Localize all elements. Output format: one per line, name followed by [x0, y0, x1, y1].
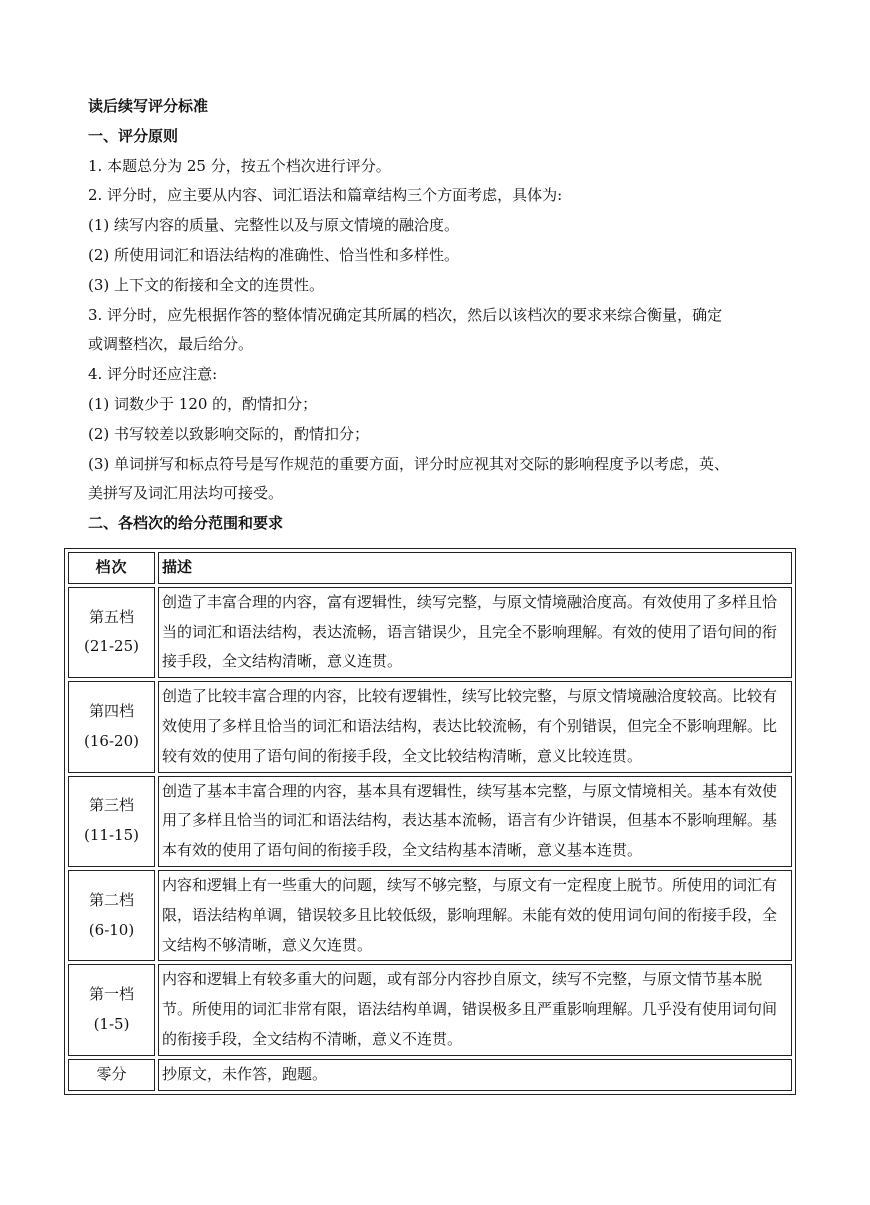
level-range: (1-5) — [93, 1015, 130, 1034]
paragraph-line: 4. 评分时还应注意: — [88, 365, 218, 384]
paragraph-line: 2. 评分时，应主要从内容、词汇语法和篇章结构三个方面考虑，具体为: — [88, 186, 563, 205]
level-cell — [68, 776, 155, 867]
level-name: 第五档 — [88, 607, 134, 626]
level-range: (21-25) — [84, 637, 139, 656]
table-row — [68, 870, 792, 961]
level-cell — [68, 870, 155, 961]
section-heading-levels: 二、各档次的给分范围和要求 — [88, 514, 284, 533]
level-description: 内容和逻辑上有一些重大的问题，续写不够完整，与原文有一定程度上脱节。所使用的词汇有限，语法结构单调，错误较多且比较低级，影响理解。未能有效的使用词句间的衔接手段，全文结构不够清晰，意义欠连贯。 — [158, 870, 792, 961]
table-row — [68, 587, 792, 678]
level-description: 抄原文，未作答，跑题。 — [158, 1059, 792, 1091]
header-description: 描述 — [158, 552, 792, 584]
document-body — [88, 92, 798, 539]
table-row — [68, 964, 792, 1055]
paragraph-line: (3) 上下文的衔接和全文的连贯性。 — [88, 275, 325, 294]
level-range: (16-20) — [84, 731, 139, 750]
section-heading-principles: 一、评分原则 — [88, 126, 179, 145]
level-cell — [68, 681, 155, 772]
level-description: 创造了基本丰富合理的内容，基本具有逻辑性，续写基本完整，与原文情境相关。基本有效使用了多样且恰当的词汇和语法结构，表达基本流畅，语言有少许错误，但基本不影响理解。基本有效的使用了语句间的衔接手段，全文结构基本清晰，意义基本连贯。 — [158, 776, 792, 867]
level-cell — [68, 587, 155, 678]
paragraph-line: 3. 评分时，应先根据作答的整体情况确定其所属的档次，然后以该档次的要求来综合衡量，确定 — [88, 305, 723, 324]
scoring-table — [64, 548, 796, 1095]
level-name: 零分 — [96, 1064, 127, 1083]
paragraph-line: (2) 书写较差以致影响交际的，酌情扣分； — [88, 424, 370, 443]
level-range: (6-10) — [88, 920, 135, 939]
doc-title: 读后续写评分标准 — [88, 97, 209, 115]
level-name: 第二档 — [88, 890, 134, 909]
table-row — [68, 776, 792, 867]
table-header-row — [68, 552, 792, 584]
level-range: (11-15) — [84, 826, 139, 845]
level-name: 第一档 — [88, 985, 134, 1004]
level-cell — [68, 1059, 155, 1091]
level-cell — [68, 964, 155, 1055]
paragraph-line: 或调整档次，最后给分。 — [88, 335, 254, 354]
header-level: 档次 — [68, 552, 155, 584]
table-row — [68, 1059, 792, 1091]
level-description: 内容和逻辑上有较多重大的问题，或有部分内容抄自原文，续写不完整，与原文情节基本脱节。所使用的词汇非常有限，语法结构单调，错误极多且严重影响理解。几乎没有使用词句间的衔接手段，全文结构不清晰，意义不连贯。 — [158, 964, 792, 1055]
paragraph-line: (1) 词数少于 120 的，酌情扣分； — [88, 394, 318, 413]
level-description: 创造了比较丰富合理的内容，比较有逻辑性，续写比较完整，与原文情境融洽度较高。比较有效使用了多样且恰当的词汇和语法结构，表达比较流畅，有个别错误，但完全不影响理解。比较有效的使用了语句间的衔接手段，全文比较结构清晰，意义比较连贯。 — [158, 681, 792, 772]
paragraph-line: 美拼写及词汇用法均可接受。 — [88, 484, 284, 503]
paragraph-line: (1) 续写内容的质量、完整性以及与原文情境的融洽度。 — [88, 216, 460, 235]
paragraph-line: 1. 本题总分为 25 分，按五个档次进行评分。 — [88, 156, 391, 175]
paragraph-line: (3) 单词拼写和标点符号是写作规范的重要方面，评分时应视其对交际的影响程度予以考虑，英、 — [88, 454, 730, 473]
table-row — [68, 681, 792, 772]
level-name: 第四档 — [88, 702, 134, 721]
level-description: 创造了丰富合理的内容，富有逻辑性，续写完整，与原文情境融洽度高。有效使用了多样且恰当的词汇和语法结构，表达流畅，语言错误少，且完全不影响理解。有效的使用了语句间的衔接手段，全文结构清晰，意义连贯。 — [158, 587, 792, 678]
paragraph-line: (2) 所使用词汇和语法结构的准确性、恰当性和多样性。 — [88, 245, 460, 264]
level-name: 第三档 — [88, 796, 134, 815]
